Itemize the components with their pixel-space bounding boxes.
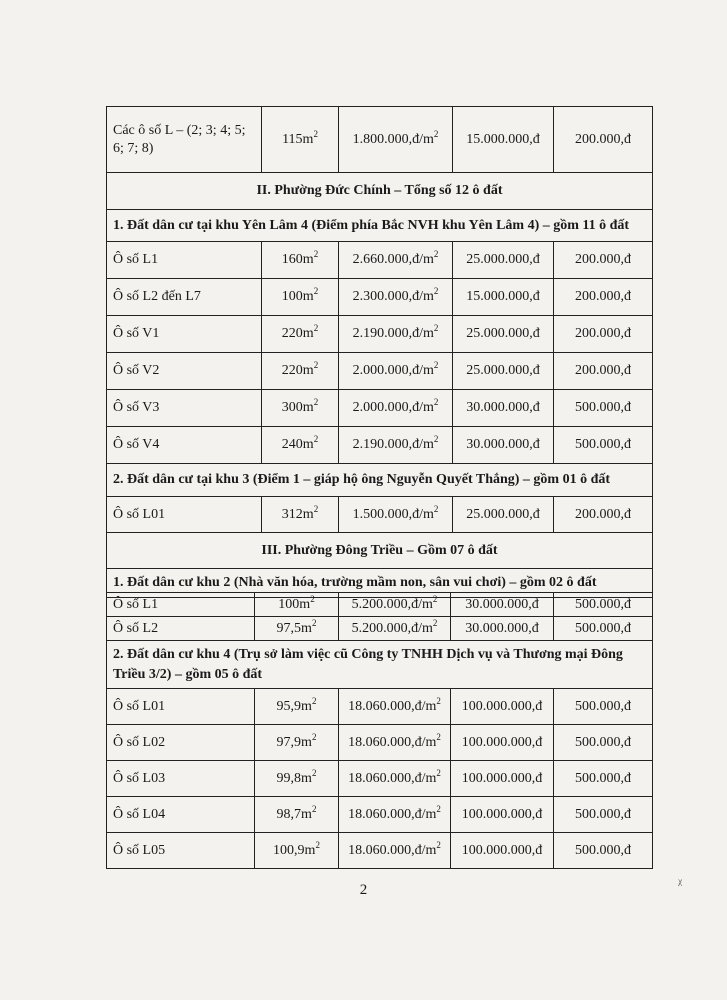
lot-fee: 200.000,đ: [554, 497, 653, 533]
lot-deposit: 15.000.000,đ: [453, 107, 554, 173]
table-row: [107, 797, 653, 833]
lot-fee: 500.000,đ: [554, 689, 653, 725]
lot-fee: 200.000,đ: [554, 242, 653, 279]
lot-name: Ô số L1: [107, 242, 262, 279]
lot-deposit: 100.000.000,đ: [451, 797, 554, 833]
lot-fee: 500.000,đ: [554, 427, 653, 464]
lot-area: $240m^2$: [262, 427, 339, 464]
group-rows: [107, 242, 653, 464]
lot-fee: 200.000,đ: [554, 316, 653, 353]
lot-name: Ô số L01: [107, 689, 255, 725]
section-title: II. Phường Đức Chính – Tổng số 12 ô đất: [107, 173, 653, 210]
section-title: III. Phường Đông Triều – Gồm 07 ô đất: [107, 533, 653, 569]
lot-price: $18.060.000,đ/m^2$: [339, 761, 451, 797]
table-row: [107, 725, 653, 761]
table-row: [107, 617, 653, 641]
lot-price: $2.000.000,đ/m^2$: [339, 353, 453, 390]
table-row: [107, 353, 653, 390]
lot-name: Các ô số L – (2; 3; 4; 5; 6; 7; 8): [107, 107, 262, 173]
lot-deposit: 25.000.000,đ: [453, 316, 554, 353]
group-rows: [107, 593, 653, 641]
lot-name: Ô số V3: [107, 390, 262, 427]
group-title: 2. Đất dân cư tại khu 3 (Điểm 1 – giáp hộ ông Nguyễn Quyết Thắng) – gồm 01 ô đất: [107, 464, 653, 497]
lot-fee: 500.000,đ: [554, 617, 653, 641]
handwritten-mark: ᵡ: [678, 876, 683, 892]
lot-price: $2.190.000,đ/m^2$: [339, 316, 453, 353]
group-header-row: [107, 464, 653, 497]
land-table-top: [106, 106, 653, 598]
lot-fee: 500.000,đ: [554, 390, 653, 427]
land-table-bottom: [106, 592, 653, 869]
group-header-row: [107, 641, 653, 689]
lot-area: $100m^2$: [255, 593, 339, 617]
lot-name: Ô số L05: [107, 833, 255, 869]
lot-price: $1.800.000,đ/m^2$: [339, 107, 453, 173]
lot-name: Ô số L02: [107, 725, 255, 761]
lot-area: $99,8m^2$: [255, 761, 339, 797]
lot-deposit: 30.000.000,đ: [451, 593, 554, 617]
table-row: [107, 689, 653, 725]
lot-area: $100,9m^2$: [255, 833, 339, 869]
group-rows: [107, 497, 653, 533]
group-title: 1. Đất dân cư khu 2 (Nhà văn hóa, trường mầm non, sân vui chơi) – gồm 02 ô đất: [107, 569, 653, 598]
lot-name: Ô số V2: [107, 353, 262, 390]
table-row: [107, 242, 653, 279]
lot-area: $220m^2$: [262, 316, 339, 353]
section-header-row: [107, 533, 653, 569]
lot-name: Ô số L2: [107, 617, 255, 641]
lot-deposit: 100.000.000,đ: [451, 833, 554, 869]
group-header-row: [107, 210, 653, 242]
table-row: [107, 279, 653, 316]
lot-area: $115m^2$: [262, 107, 339, 173]
lot-price: $2.190.000,đ/m^2$: [339, 427, 453, 464]
table-row: [107, 390, 653, 427]
lot-area: $97,9m^2$: [255, 725, 339, 761]
lot-name: Ô số L03: [107, 761, 255, 797]
lot-price: $18.060.000,đ/m^2$: [339, 725, 451, 761]
lot-price: $18.060.000,đ/m^2$: [339, 797, 451, 833]
lot-fee: 500.000,đ: [554, 725, 653, 761]
table-row: [107, 316, 653, 353]
page-number: 2: [359, 882, 368, 898]
lot-price: $5.200.000,đ/m^2$: [339, 617, 451, 641]
table-row: [107, 497, 653, 533]
lot-name: Ô số L2 đến L7: [107, 279, 262, 316]
table-row: [107, 427, 653, 464]
lot-price: $18.060.000,đ/m^2$: [339, 833, 451, 869]
lot-price: $2.300.000,đ/m^2$: [339, 279, 453, 316]
lot-area: $98,7m^2$: [255, 797, 339, 833]
lot-name: Ô số L04: [107, 797, 255, 833]
table-row: [107, 761, 653, 797]
group-rows: [107, 689, 653, 869]
lot-fee: 200.000,đ: [554, 107, 653, 173]
lot-deposit: 100.000.000,đ: [451, 761, 554, 797]
lot-deposit: 25.000.000,đ: [453, 242, 554, 279]
lot-deposit: 100.000.000,đ: [451, 689, 554, 725]
lot-price: $2.000.000,đ/m^2$: [339, 390, 453, 427]
lot-price: $2.660.000,đ/m^2$: [339, 242, 453, 279]
lot-area: $97,5m^2$: [255, 617, 339, 641]
lot-area: $160m^2$: [262, 242, 339, 279]
lot-price: $1.500.000,đ/m^2$: [339, 497, 453, 533]
group-title: 1. Đất dân cư tại khu Yên Lâm 4 (Điểm phía Bắc NVH khu Yên Lâm 4) – gồm 11 ô đất: [107, 210, 653, 242]
lot-area: $220m^2$: [262, 353, 339, 390]
lot-fee: 500.000,đ: [554, 593, 653, 617]
lot-fee: 200.000,đ: [554, 353, 653, 390]
table-row: [107, 107, 653, 173]
lot-name: Ô số V1: [107, 316, 262, 353]
lot-deposit: 30.000.000,đ: [453, 390, 554, 427]
lot-area: $300m^2$: [262, 390, 339, 427]
section-header-row: [107, 173, 653, 210]
table-row: [107, 593, 653, 617]
lot-area: $312m^2$: [262, 497, 339, 533]
lot-area: $95,9m^2$: [255, 689, 339, 725]
lot-price: $18.060.000,đ/m^2$: [339, 689, 451, 725]
lot-name: Ô số L01: [107, 497, 262, 533]
lot-deposit: 25.000.000,đ: [453, 497, 554, 533]
lot-fee: 500.000,đ: [554, 797, 653, 833]
lot-deposit: 30.000.000,đ: [453, 427, 554, 464]
lot-deposit: 30.000.000,đ: [451, 617, 554, 641]
lot-fee: 500.000,đ: [554, 761, 653, 797]
lot-fee: 200.000,đ: [554, 279, 653, 316]
lot-area: $100m^2$: [262, 279, 339, 316]
lot-fee: 500.000,đ: [554, 833, 653, 869]
lot-deposit: 100.000.000,đ: [451, 725, 554, 761]
lot-deposit: 15.000.000,đ: [453, 279, 554, 316]
lot-name: Ô số V4: [107, 427, 262, 464]
group-title: 2. Đất dân cư khu 4 (Trụ sở làm việc cũ Công ty TNHH Dịch vụ và Thương mại Đông Triều 3/2) – gồm 05 ô đất: [107, 641, 653, 689]
lot-price: $5.200.000,đ/m^2$: [339, 593, 451, 617]
lot-deposit: 25.000.000,đ: [453, 353, 554, 390]
table-row: [107, 833, 653, 869]
lot-name: Ô số L1: [107, 593, 255, 617]
